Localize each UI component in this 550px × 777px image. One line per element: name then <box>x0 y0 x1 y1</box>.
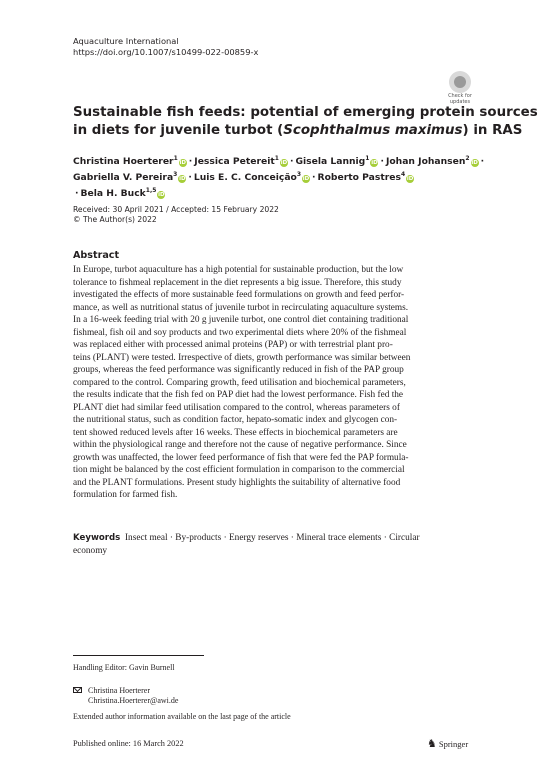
abstract-line: compared to the control. Comparing growth, feed utilisation and biochemical parameters, <box>73 377 406 388</box>
keywords-section <box>73 532 493 557</box>
abstract-line: teins (PLANT) were tested. Irrespective of diets, growth performance was similar between <box>73 352 411 363</box>
corresponding-author <box>73 686 178 706</box>
check-for-updates-icon <box>449 71 471 93</box>
orcid-icon[interactable]: iD <box>158 192 165 198</box>
author-affiliation: 2 <box>465 154 470 162</box>
author-name: Bela H. Buck <box>80 188 146 199</box>
footnote-divider <box>73 655 204 656</box>
author-name: Luis E. C. Conceição <box>193 172 297 183</box>
abstract-heading: Abstract <box>73 250 120 261</box>
abstract-line: the results indicate that the fish fed on PAP diet had the lowest performance. Fish fed the <box>73 390 404 400</box>
orcid-icon[interactable]: iD <box>179 176 186 182</box>
abstract-line: was replaced either with processed animal proteins (PAP) or with terrestrial plant pro- <box>73 340 393 350</box>
abstract-line: tent showed reduced levels after 16 weeks. These effects in biochemical parameters are <box>73 427 398 438</box>
author-list <box>73 154 493 202</box>
author-name: Christina Hoerterer <box>73 156 174 167</box>
keywords-label: Keywords <box>73 533 121 543</box>
copyright: © The Author(s) 2022 <box>73 215 157 224</box>
envelope-icon <box>73 687 82 693</box>
orcid-icon[interactable]: iD <box>280 160 288 166</box>
orcid-icon[interactable]: iD <box>406 176 414 182</box>
abstract-line: growth was unaffected, the lower feed performance of fish that were fed the PAP formula- <box>73 452 409 463</box>
author[interactable] <box>194 156 288 167</box>
abstract-line: investigated the effects of more sustainable feed formulations on growth and feed perfor- <box>73 290 405 300</box>
author-affiliation: 3 <box>173 170 178 178</box>
contact-email[interactable]: Christina.Hoerterer@awi.de <box>88 696 179 705</box>
author-name: Johan Johansen <box>385 156 466 167</box>
badge-line1: Check for <box>448 93 472 99</box>
author-line-2: Gabriella V. Pereira$^3$iD · Luis E. C. Conceição$^3$iD · Roberto Pastres$^4$iD· Bela H. Buck$^{1,5}$iD <box>73 170 414 199</box>
author[interactable] <box>73 172 186 183</box>
author[interactable] <box>73 156 187 167</box>
author-name: Jessica Petereit <box>194 156 275 167</box>
publisher-logo <box>427 737 468 750</box>
author-name: Gabriella V. Pereira <box>73 172 174 183</box>
abstract-line: the nutritional status, such as condition factor, hepato-somatic index and glycogen con- <box>73 415 398 425</box>
abstract-line: PLANT diet had similar feed utilisation compared to the control, whereas parameters of <box>73 402 400 413</box>
journal-name: Aquaculture International <box>73 36 179 46</box>
abstract-line: fishmeal, fish oil and soy products and two experimental diets where 20% of the fishmeal <box>73 327 407 338</box>
abstract-line: and the PLANT formulations. Present study highlights the suitability of alternative food <box>73 477 401 488</box>
keywords-list: Insect meal · By-products · Energy reserves · Mineral trace elements · Circular <box>124 533 420 543</box>
orcid-icon[interactable]: iD <box>371 160 378 166</box>
author-affiliation: 1 <box>274 154 279 162</box>
author-affiliation: 1 <box>173 154 178 162</box>
keywords-list-continued: economy <box>73 545 108 556</box>
abstract-line: tolerance to fishmeal replacement in the diet represents a big issue. Therefore, this study <box>73 277 402 288</box>
abstract-line: tion might be balanced by the cost efficient formulation in comparison to the commercial <box>73 465 405 475</box>
author[interactable] <box>386 156 479 167</box>
title-species-name: Scophthalmus maximus <box>283 123 463 138</box>
title-line-2-start: in diets for juvenile turbot ( <box>73 123 284 138</box>
author-affiliation: 4 <box>400 170 406 178</box>
title-line-2-end: ) in RAS <box>462 123 523 138</box>
author-line-1: Christina Hoerterer$^1$iD · Jessica Petereit$^1$iD · Gisela Lannig$^1$iD · Johan Johansen$^2$iD · <box>73 154 485 167</box>
orcid-icon[interactable]: iD <box>471 160 478 166</box>
abstract-line: In a 16-week feeding trial with 20 g juvenile turbot, one control diet containing traditional <box>73 315 409 325</box>
orcid-icon[interactable]: iD <box>179 160 186 166</box>
springer-horse-icon: ♞ <box>427 738 437 750</box>
author-name: Roberto Pastres <box>317 172 401 183</box>
journal-header <box>73 36 258 58</box>
abstract-line: formulation for farmed fish. <box>73 490 178 500</box>
title-line-2 <box>73 122 523 140</box>
extended-author-info: Extended author information available on the last page of the article <box>73 712 291 721</box>
article-title <box>73 104 538 140</box>
received-accepted: Received: 30 April 2021 / Accepted: 15 February 2022 <box>73 205 279 214</box>
author[interactable] <box>81 188 166 199</box>
published-online: Published online: 16 March 2022 <box>73 739 184 748</box>
check-for-updates-badge[interactable] <box>444 71 476 107</box>
title-line-1: Sustainable fish feeds: potential of emerging protein sources <box>73 105 538 120</box>
abstract-line: groups, whereas the feed performance was significantly reduced in fish of the PAP group <box>73 365 404 375</box>
badge-line2: updates <box>449 98 471 105</box>
author[interactable] <box>318 172 415 183</box>
author-affiliation: 3 <box>296 170 302 178</box>
author-affiliation: 1 <box>365 154 370 162</box>
author[interactable] <box>295 156 378 167</box>
author[interactable] <box>194 172 310 183</box>
article-dates <box>73 205 279 225</box>
author-affiliation: 1,5 <box>145 186 157 194</box>
abstract-body <box>73 264 480 502</box>
handling-editor: Handling Editor: Gavin Burnell <box>73 663 175 672</box>
orcid-icon[interactable]: iD <box>302 176 310 182</box>
abstract-line: within the physiological range and therefore not the cause of negative performance. Since <box>73 440 407 450</box>
author-name: Gisela Lannig <box>295 156 366 167</box>
abstract-line: In Europe, turbot aquaculture has a high potential for sustainable production, but the low <box>73 265 404 275</box>
doi-link[interactable]: https://doi.org/10.1007/s10499-022-00859-x <box>73 47 259 57</box>
contact-name: Christina Hoerterer <box>88 686 150 695</box>
abstract-line: mance, as well as nutritional status of juvenile turbot in recirculating aquaculture systems. <box>73 302 409 313</box>
publisher-name: Springer <box>438 739 469 749</box>
